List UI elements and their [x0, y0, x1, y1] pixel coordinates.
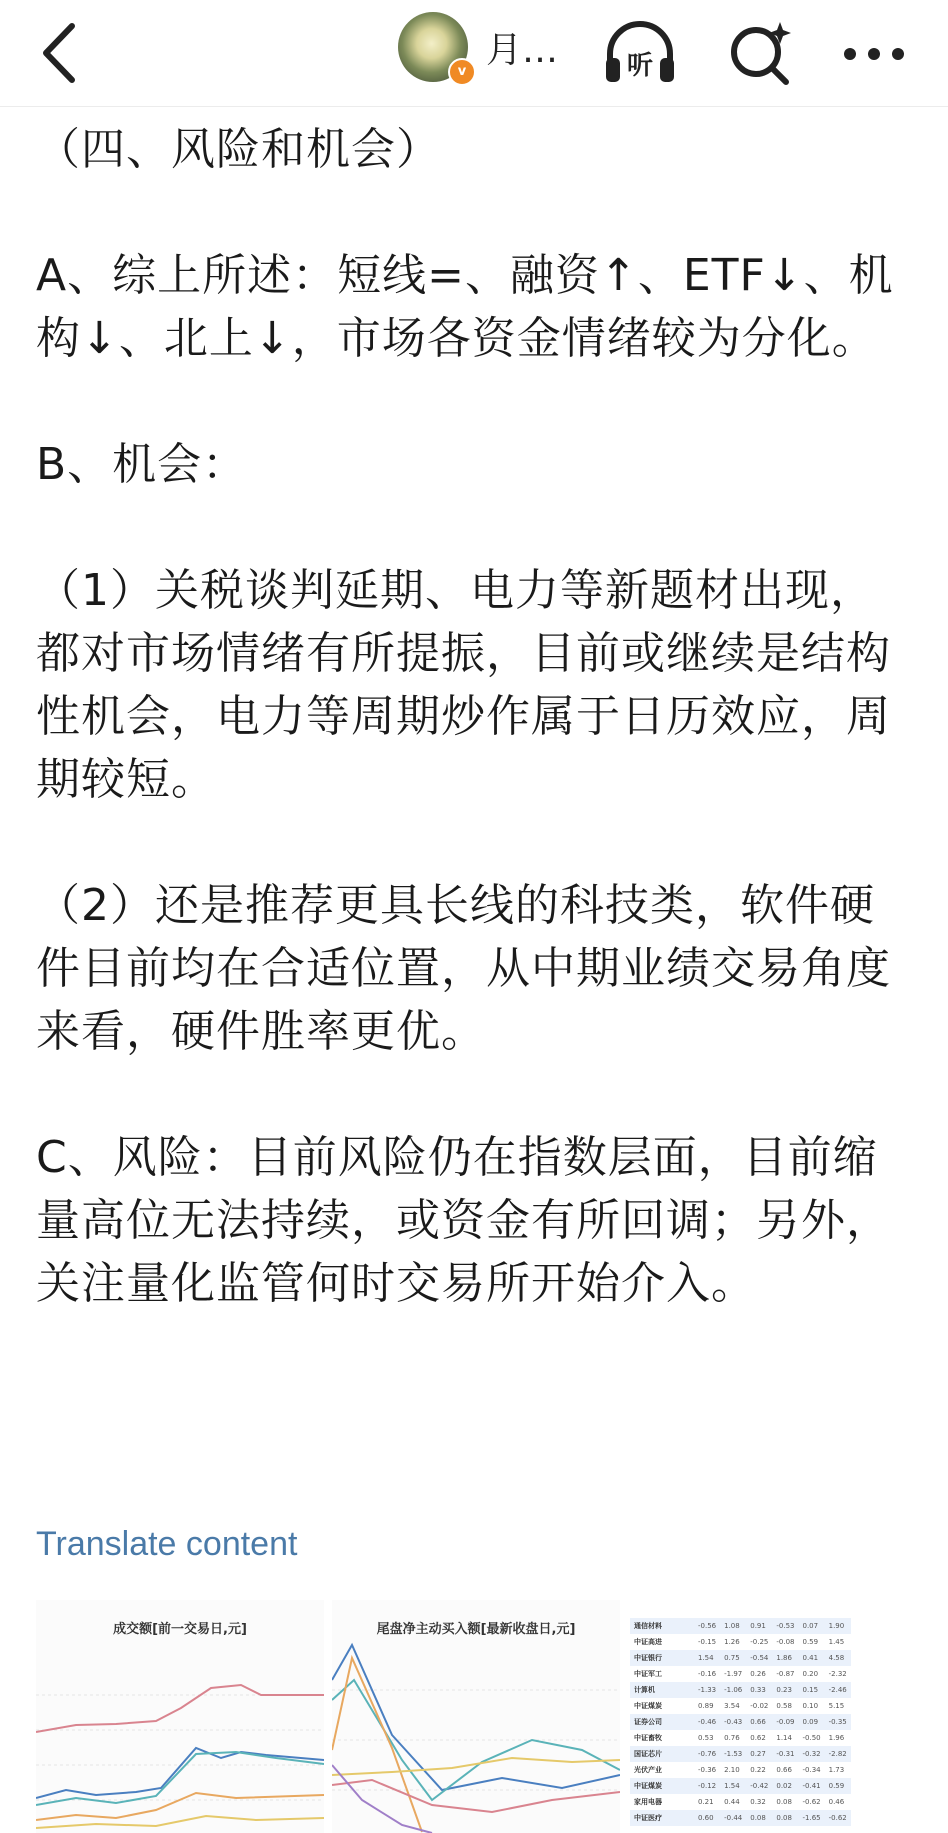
table-cell: -2.82 — [825, 1746, 851, 1762]
table-cell: 0.07 — [799, 1618, 825, 1634]
table-cell: 0.62 — [750, 1734, 766, 1742]
table-row-name: 家用电器 — [634, 1798, 662, 1806]
image-thumbnail-net-buy-chart[interactable] — [332, 1600, 620, 1833]
table-cell: 0.33 — [746, 1682, 772, 1698]
paragraph-summary: A、综上所述：短线=、融资↑、ETF↓、机构↓、北上↓，市场各资金情绪较为分化。 — [36, 250, 894, 364]
back-arrow-icon[interactable] — [30, 8, 100, 98]
table-cell: 0.46 — [828, 1798, 845, 1806]
table-row — [630, 1698, 851, 1714]
headphones-listen-icon[interactable] — [600, 14, 680, 94]
table-cell: -0.56 — [694, 1618, 720, 1634]
image-gallery — [36, 1600, 912, 1833]
table-cell: 0.59 — [802, 1638, 819, 1646]
table-row — [630, 1810, 851, 1826]
table-cell: 0.08 — [772, 1810, 798, 1826]
table-row — [630, 1634, 851, 1650]
table-cell: 1.45 — [828, 1638, 845, 1646]
paragraph-blank — [36, 496, 916, 559]
paragraph-opportunity-heading: B、机会： — [36, 439, 248, 490]
table-cell: 0.76 — [724, 1734, 740, 1742]
table-cell: 0.44 — [724, 1798, 740, 1806]
table-cell: 2.10 — [724, 1766, 740, 1774]
table-cell: -0.50 — [802, 1734, 821, 1742]
table-cell: -0.44 — [720, 1810, 746, 1826]
table-cell: -1.65 — [799, 1810, 825, 1826]
table-row-name: 通信材料 — [630, 1618, 694, 1634]
table-cell: 0.20 — [802, 1670, 819, 1678]
index-return-table — [630, 1618, 851, 1826]
table-cell: -1.53 — [720, 1746, 746, 1762]
table-cell: -0.02 — [750, 1702, 769, 1710]
table-row-name: 光伏产业 — [634, 1766, 662, 1774]
translate-content-link[interactable]: Translate content — [36, 1525, 298, 1563]
table-cell: 1.54 — [720, 1778, 746, 1794]
table-cell: -2.32 — [828, 1670, 847, 1678]
table-row-name: 中证高进 — [634, 1638, 662, 1646]
table-row — [630, 1682, 851, 1698]
net-buy-chart-lines — [332, 1600, 620, 1833]
table-cell: 0.91 — [746, 1618, 772, 1634]
table-cell: 4.58 — [825, 1650, 851, 1666]
table-cell: 1.26 — [724, 1638, 740, 1646]
table-cell: 0.66 — [746, 1714, 772, 1730]
image-thumbnail-index-table[interactable] — [628, 1600, 912, 1833]
table-row-name: 证券公司 — [630, 1714, 694, 1730]
table-cell: -0.12 — [694, 1778, 720, 1794]
paragraph-blank — [36, 811, 916, 874]
table-cell: 0.10 — [802, 1702, 819, 1710]
table-row — [630, 1746, 851, 1762]
more-options-icon[interactable] — [834, 14, 914, 94]
table-row-name: 国证芯片 — [630, 1746, 694, 1762]
table-cell: -0.36 — [698, 1766, 717, 1774]
svg-text:听: 听 — [626, 51, 654, 81]
table-row — [630, 1794, 851, 1810]
table-cell: 1.73 — [828, 1766, 845, 1774]
table-cell: 0.75 — [720, 1650, 746, 1666]
table-cell: 5.15 — [828, 1702, 845, 1710]
paragraph-risk: C、风险：目前风险仍在指数层面，目前缩量高位无法持续，或资金有所回调；另外，关注量化监管何时交易所开始介入。 — [36, 1132, 891, 1309]
table-row-name: 中证银行 — [630, 1650, 694, 1666]
author-name[interactable]: 月… — [486, 30, 559, 71]
table-cell: -0.32 — [799, 1746, 825, 1762]
table-cell: 0.27 — [746, 1746, 772, 1762]
volume-chart-lines — [36, 1600, 324, 1833]
chart-title-net-buy: 尾盘净主动买入额[最新收盘日,元] — [376, 1622, 576, 1637]
table-cell: -0.87 — [776, 1670, 795, 1678]
paragraph-opportunity-1: （1）关税谈判延期、电力等新题材出现，都对市场情绪有所提振，目前或继续是结构性机会，电力等周期炒作属于日历效应，周期较短。 — [36, 565, 891, 805]
table-cell: -1.06 — [720, 1682, 746, 1698]
table-cell: 0.21 — [698, 1798, 714, 1806]
table-cell: 1.90 — [825, 1618, 851, 1634]
table-cell: -0.16 — [698, 1670, 717, 1678]
table-cell: 0.89 — [698, 1702, 714, 1710]
table-row-name: 计算机 — [630, 1682, 694, 1698]
table-cell: 1.86 — [772, 1650, 798, 1666]
table-cell: 0.26 — [750, 1670, 766, 1678]
article-body — [36, 118, 916, 1315]
table-cell: -0.35 — [825, 1714, 851, 1730]
table-cell: -0.76 — [694, 1746, 720, 1762]
table-cell: -0.09 — [772, 1714, 798, 1730]
table-cell: 0.08 — [746, 1810, 772, 1826]
table-cell: 0.09 — [799, 1714, 825, 1730]
table-row — [630, 1730, 851, 1746]
table-row-name: 中证煤炭 — [634, 1702, 662, 1710]
table-cell: 0.58 — [776, 1702, 792, 1710]
table-cell: -0.62 — [802, 1798, 821, 1806]
table-cell: -0.41 — [799, 1778, 825, 1794]
table-row-name: 中证军工 — [634, 1670, 662, 1678]
table-cell: -0.34 — [802, 1766, 821, 1774]
table-row-name: 中证医疗 — [630, 1810, 694, 1826]
table-cell: -0.08 — [776, 1638, 795, 1646]
paragraph-blank — [36, 370, 916, 433]
table-cell: 1.96 — [828, 1734, 845, 1742]
paragraph-opportunity-2: （2）还是推荐更具长线的科技类，软件硬件目前均在合适位置，从中期业绩交易角度来看，硬件胜率更优。 — [36, 880, 891, 1057]
table-cell: 0.59 — [825, 1778, 851, 1794]
table-row — [630, 1650, 851, 1666]
table-cell: 3.54 — [724, 1702, 740, 1710]
verified-badge: v — [448, 58, 476, 86]
section-heading: （四、风险和机会） — [36, 124, 441, 175]
table-cell: -0.46 — [694, 1714, 720, 1730]
table-row-name: 中证畜牧 — [634, 1734, 662, 1742]
table-cell: -1.33 — [694, 1682, 720, 1698]
table-row — [630, 1618, 851, 1634]
image-thumbnail-volume-chart[interactable] — [36, 1600, 324, 1833]
table-cell: 0.02 — [772, 1778, 798, 1794]
table-cell: 0.41 — [799, 1650, 825, 1666]
table-cell: 1.08 — [720, 1618, 746, 1634]
table-cell: 0.32 — [750, 1798, 766, 1806]
chart-title-volume: 成交额[前一交易日,元] — [113, 1622, 247, 1637]
top-bar — [0, 0, 948, 107]
table-cell: 0.22 — [750, 1766, 766, 1774]
table-cell: 0.23 — [772, 1682, 798, 1698]
table-cell: -2.46 — [825, 1682, 851, 1698]
table-cell: 1.14 — [776, 1734, 792, 1742]
table-cell: 1.54 — [694, 1650, 720, 1666]
table-row — [630, 1714, 851, 1730]
search-icon[interactable] — [720, 14, 800, 94]
table-cell: 0.60 — [694, 1810, 720, 1826]
table-cell: -0.43 — [720, 1714, 746, 1730]
table-cell: -0.15 — [698, 1638, 717, 1646]
table-cell: 0.66 — [776, 1766, 792, 1774]
table-cell: -0.31 — [772, 1746, 798, 1762]
paragraph-blank — [36, 1063, 916, 1126]
table-cell: -1.97 — [724, 1670, 743, 1678]
table-row — [630, 1666, 851, 1682]
table-row-name: 中证煤炭 — [630, 1778, 694, 1794]
table-row — [630, 1762, 851, 1778]
paragraph-blank — [36, 181, 916, 244]
table-cell: -0.53 — [772, 1618, 798, 1634]
table-cell: 0.08 — [776, 1798, 792, 1806]
table-cell: -0.62 — [825, 1810, 851, 1826]
table-cell: -0.42 — [746, 1778, 772, 1794]
table-row — [630, 1778, 851, 1794]
table-cell: -0.25 — [750, 1638, 769, 1646]
table-cell: 0.15 — [799, 1682, 825, 1698]
table-cell: 0.53 — [698, 1734, 714, 1742]
table-cell: -0.54 — [746, 1650, 772, 1666]
